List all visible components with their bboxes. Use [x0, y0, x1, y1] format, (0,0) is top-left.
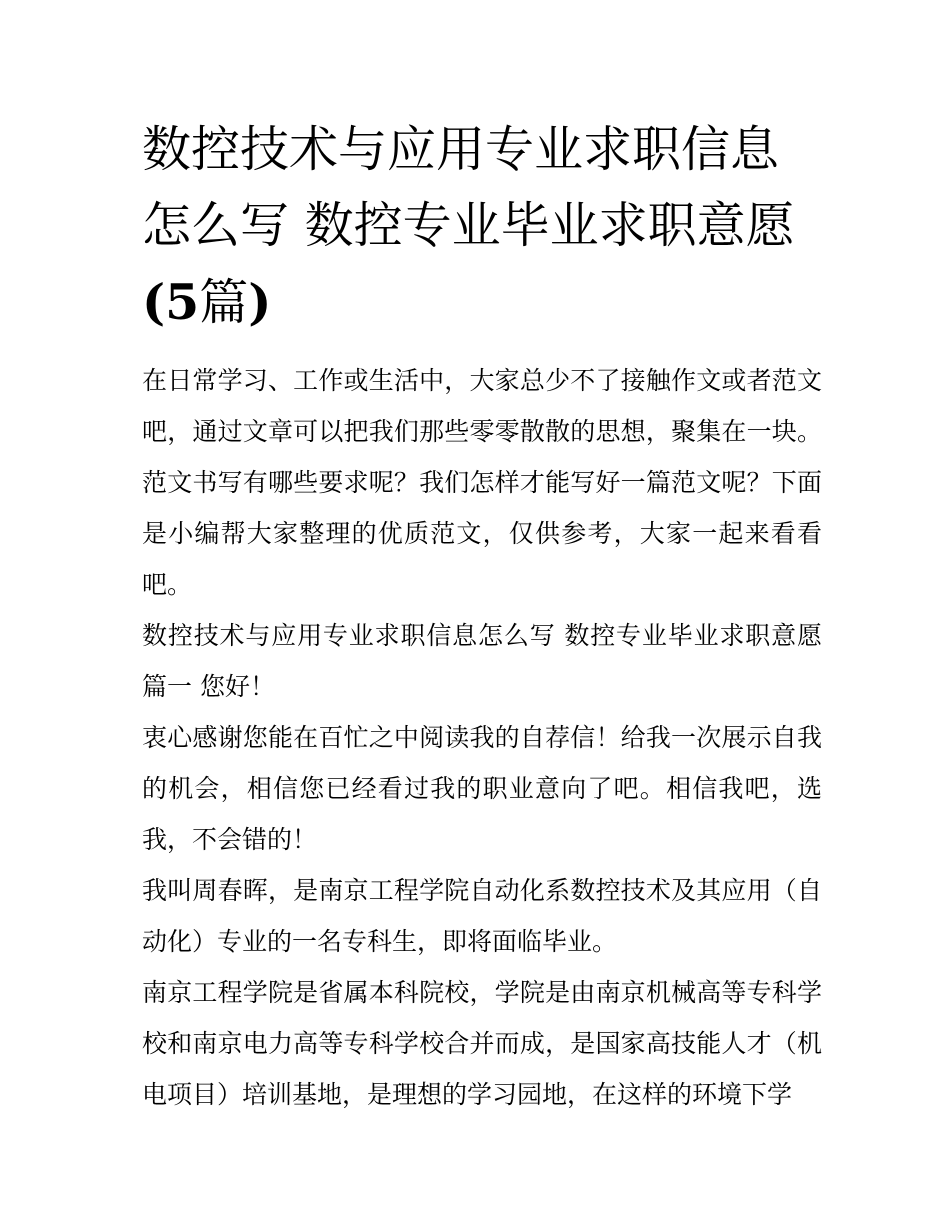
- title-count-word: 篇: [199, 274, 249, 331]
- title-count-close: ): [248, 273, 272, 331]
- paragraph-self-intro: 我叫周春晖，是南京工程学院自动化系数控技术及其应用（自动化）专业的一名专科生，即将面临毕业。: [142, 876, 822, 956]
- paragraph-intro: 在日常学习、工作或生活中，大家总少不了接触作文或者范文吧，通过文章可以把我们那些零零散散的思想，聚集在一块。范文书写有哪些要求呢？我们怎样才能写好一篇范文呢？下面是小编帮大家整理的优质范文，仅供参考，大家一起来看看吧。: [142, 366, 822, 599]
- title-line-1: 数控技术与应用专业求职信息: [142, 121, 780, 178]
- paragraph-thanks: 衷心感谢您能在百忙之中阅读我的自荐信！给我一次展示自我的机会，相信您已经看过我的职业意向了吧。相信我吧，选我，不会错的！: [142, 723, 822, 854]
- document-title: [142, 112, 822, 341]
- paragraph-section-heading: 数控技术与应用专业求职信息怎么写 数控专业毕业求职意愿篇一 您好！: [142, 621, 822, 701]
- title-count-open: (5: [142, 273, 200, 331]
- paragraph-school: 南京工程学院是省属本科院校，学院是由南京机械高等专科学校和南京电力高等专科学校合并而成，是国家高技能人才（机电项目）培训基地，是理想的学习园地，在这样的环境下学: [142, 978, 822, 1109]
- document-body: [142, 355, 822, 1120]
- title-line-2: 怎么写 数控专业毕业求职意愿: [142, 197, 795, 254]
